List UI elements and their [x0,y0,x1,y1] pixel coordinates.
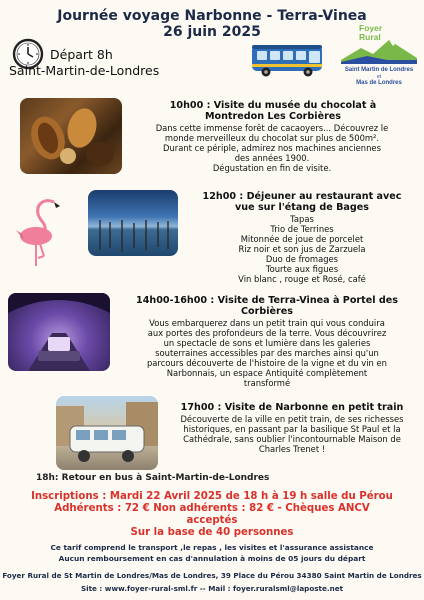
return-text: 18h: Retour en bus à Saint-Martin-de-Londres [36,473,270,483]
section-2-title-line1: 12h00 : Déjeuner au restaurant avec [202,191,402,202]
section-3-line: aux portes des profondeurs de la terre. Vous découvrirez [147,328,387,338]
inscriptions-line3: acceptés [186,515,238,526]
section-1-title-line1: 10h00 : Visite du musée du chocolat à [169,100,377,111]
petit-train-photo [56,396,158,470]
section-4-title-line1: 17h00 : Visite de Narbonne en petit train [180,402,404,413]
notes-line1: Ce tarif comprend le transport ,le repas , les visites et l'assurance assistance [50,543,374,552]
page-title: Journée voyage Narbonne - Terra-Vinea [57,8,367,24]
section-2-line: Tourte aux figues [265,264,339,274]
chocolate-museum-photo [20,98,122,174]
section-2-line: Riz noir et son jus de Zarzuela [238,244,366,254]
bus-icon [250,42,326,78]
depart-place: Saint-Martin-de-Londres [9,63,160,78]
section-3-title-line1: 14h00-16h00 : Visite de Terra-Vinea à Portel des [136,295,398,306]
logo-sub-line2: et [376,74,382,80]
inscriptions-line1: Inscriptions : Mardi 22 Avril 2025 de 18 h à 19 h salle du Pérou [31,491,393,502]
page-date: 26 juin 2025 [163,24,261,40]
section-4-line: Découverte de la ville en petit train, de ses richesses [180,414,404,424]
section-1-line: Dans cette immense forêt de cacaoyers... Découvrez le [155,123,389,133]
notes-line2: Aucun remboursement en cas d'annulation à moins de 05 jours du départ [58,554,366,563]
section-2-text [180,214,424,284]
footer-address: Foyer Rural de St Martin de Londres/Mas de Londres, 39 Place du Pérou 34380 Saint Martin de Londres [2,571,422,580]
section-2-title-line2: vue sur l'étang de Bages [235,202,369,213]
section-4-line: Charles Trenet ! [258,444,326,454]
section-4-text [160,414,424,454]
depart-time: Départ 8h [50,47,113,62]
section-1-line: Durant ce périple, admirez nos machines anciennes [163,143,381,153]
section-3-line: parcours découverte de l'histoire de la vigne et du vin en [146,358,387,368]
flamingo-icon [14,196,62,270]
section-1-text [120,123,424,173]
section-3-line: souterraines accessibles par des marches ainsi qu'un [155,348,379,358]
footer-contact: Site : www.foyer-rural-sml.fr -- Mail : foyer.ruralsml@laposte.net [80,584,344,593]
section-4-line: Cathédrale, sans oublier l'incontournable Maison de [183,434,401,444]
logo-name-line2: Rural [359,32,381,42]
logo-sub-line1: Saint Martin de Londres [344,67,414,73]
section-2-line: Mitonnée de joue de porcelet [240,234,364,244]
section-1-line: des années 1900. [234,153,310,163]
section-1-line: monde merveilleux du chocolat sur plus de 500m². [164,133,380,143]
section-2-line: Tapas [290,214,314,224]
terra-vinea-photo [8,293,110,371]
section-1-line: Dégustation en fin de visite. [212,163,332,173]
etang-de-bages-photo [88,190,178,256]
section-3-text [110,318,424,388]
section-3-title-line2: Corbières [241,306,293,317]
section-2-line: Vin blanc , rouge et Rosé, café [238,274,366,284]
foyer-rural-logo [337,20,421,94]
section-3-line: un spectacle de sons et lumière dans les galeries [163,338,371,348]
inscriptions-line4: Sur la base de 40 personnes [130,527,294,538]
inscriptions-line2: Adhérents : 72 € Non adhérents : 82 € - Chèques ANCV [54,503,370,514]
section-2-line: Trio de Terrines [270,224,334,234]
section-3-line: transformé [243,378,291,388]
section-3-line: Narbonnais, un espace Antiquité complètement [166,368,368,378]
section-1-title-line2: Montredon Les Corbières [204,111,342,122]
section-4-line: historiques, en passant par la basilique St Paul et la [183,424,401,434]
section-3-line: Vous embarquerez dans un petit train qui vous conduira [149,318,385,328]
logo-sub-line3: Mas de Londres [356,80,402,86]
logo-name-line1: Foyer [359,23,383,33]
section-2-line: Duo de fromages [265,254,339,264]
